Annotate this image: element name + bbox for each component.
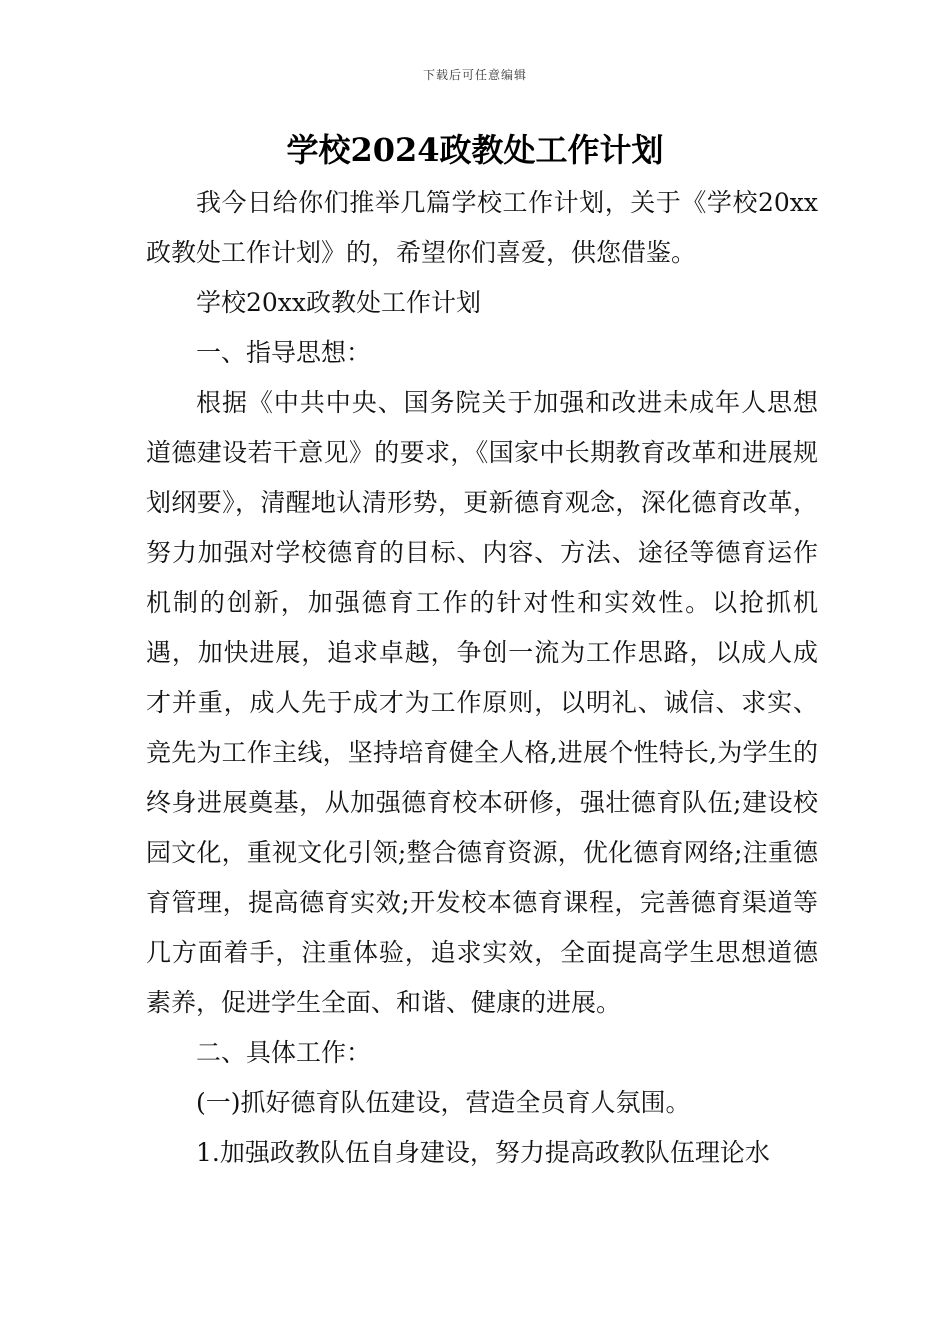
section-heading-guiding-ideology: 一、指导思想： (196, 338, 372, 367)
document-body (146, 178, 818, 1178)
paragraph-subtitle: 学校20xx政教处工作计划 (196, 288, 482, 317)
paragraph-guiding-ideology: 根据《中共中央、国务院关于加强和改进未成年人思想道德建设若干意见》的要求，《国家中长期教育改革和进展规划纲要》，清醒地认清形势，更新德育观念，深化德育改革，努力加强对学校德育的目标、内容、方法、途径等德育运作机制的创新，加强德育工作的针对性和实效性。以抢抓机遇，加快进展，追求卓越，争创一流为工作思路，以成人成才并重，成人先于成才为工作原则，以明礼、诚信、求实、竞先为工作主线，坚持培育健全人格,进展个性特长,为学生的终身进展奠基，从加强德育校本研修，强壮德育队伍;建设校园文化，重视文化引领;整合德育资源，优化德育网络;注重德育管理，提高德育实效;开发校本德育课程，完善德育渠道等几方面着手，注重体验，追求实效，全面提高学生思想道德素养，促进学生全面、和谐、健康的进展。 (146, 388, 818, 1017)
subsection-heading-team-building: (一)抓好德育队伍建设，营造全员育人氛围。 (196, 1088, 691, 1117)
document-title: 学校2024政教处工作计划 (286, 131, 664, 169)
header-note: 下载后可任意编辑 (422, 68, 527, 82)
paragraph-intro: 我今日给你们推举几篇学校工作计划，关于《学校20xx政教处工作计划》的，希望你们喜爱，供您借鉴。 (146, 188, 818, 267)
paragraph-item-1: 1.加强政教队伍自身建设，努力提高政教队伍理论水 (196, 1138, 770, 1167)
section-heading-specific-work: 二、具体工作： (196, 1038, 372, 1067)
